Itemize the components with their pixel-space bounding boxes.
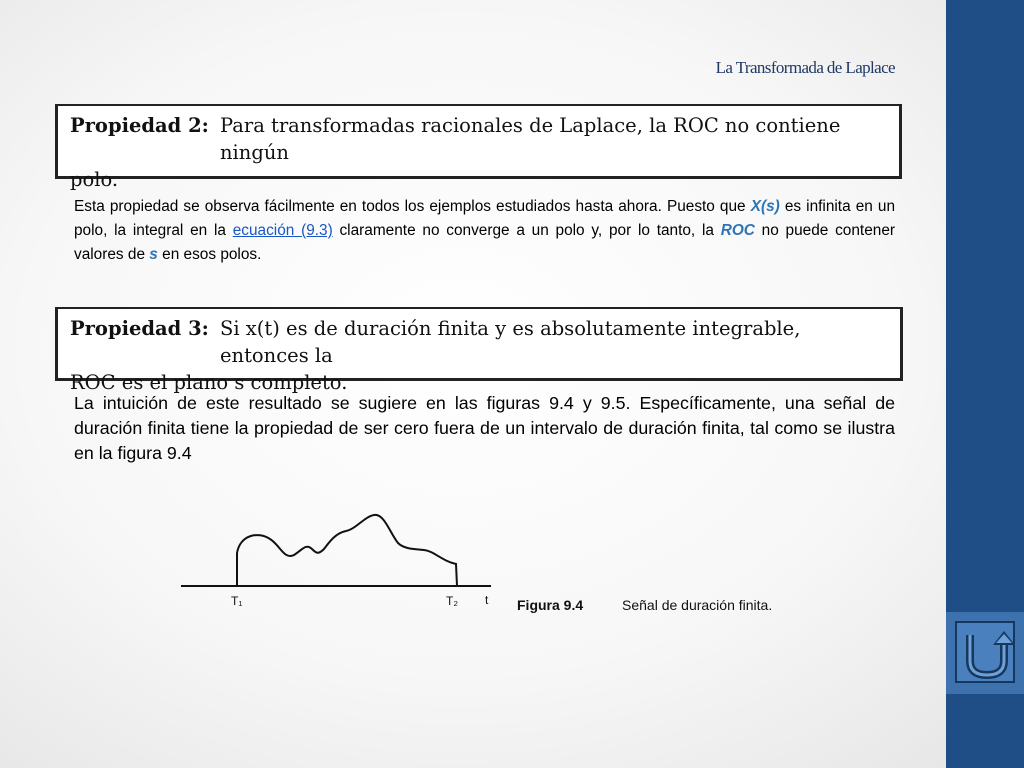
propiedad-3-label: Propiedad 3: xyxy=(70,317,209,340)
figure-number: Figura 9.4 xyxy=(517,597,584,613)
xs-highlight: X(s) xyxy=(750,198,780,215)
paragraph-text: es infinita en un polo, la integral en la xyxy=(74,198,896,239)
propiedad-2-box xyxy=(55,104,902,191)
s-highlight: s xyxy=(149,246,158,263)
propiedad-2-text-cont: polo. xyxy=(70,168,119,191)
paragraph-text: en esos polos. xyxy=(157,246,262,263)
paragraph-text: Esta propiedad se observa fácilmente en todos los ejemplos estudiados hasta ahora. Puesto que xyxy=(74,198,751,215)
paragraph-text: claramente no converge a un polo y, por lo tanto, la xyxy=(332,222,721,239)
figure-caption: Señal de duración finita. xyxy=(622,597,773,613)
propiedad-2-text: Para transformadas racionales de Laplace, la ROC no contiene ningún xyxy=(220,114,841,164)
paragraph-text: no puede contener valores de xyxy=(74,222,896,263)
t2-label: T₂ xyxy=(446,594,458,608)
back-button[interactable] xyxy=(955,621,1015,683)
paragraph-propiedad-3: La intuición de este resultado se sugiere en las figuras 9.4 y 9.5. Específicamente, una señal de duración finita tiene la propiedad de ser cero fuera de un intervalo de duración finita, tal como se ilustra en la figura 9.4 xyxy=(74,393,895,463)
equation-link[interactable]: ecuación (9.3) xyxy=(232,222,333,239)
roc-highlight: ROC xyxy=(720,222,755,239)
t1-label: T₁ xyxy=(231,594,243,608)
signal-curve xyxy=(237,515,457,586)
propiedad-2-label: Propiedad 2: xyxy=(70,114,209,137)
presentation-title: La Transformada de Laplace xyxy=(715,58,895,77)
propiedad-3-box xyxy=(55,307,903,394)
finite-duration-signal-plot xyxy=(178,505,508,625)
t-axis-label: t xyxy=(485,593,489,607)
propiedad-3-text-cont: ROC es el plano s completo. xyxy=(70,371,348,394)
paragraph-propiedad-2 xyxy=(74,195,895,267)
propiedad-3-text: Si x(t) es de duración finita y es absolutamente integrable, entonces la xyxy=(220,317,801,367)
return-arrow-icon xyxy=(957,623,1017,685)
